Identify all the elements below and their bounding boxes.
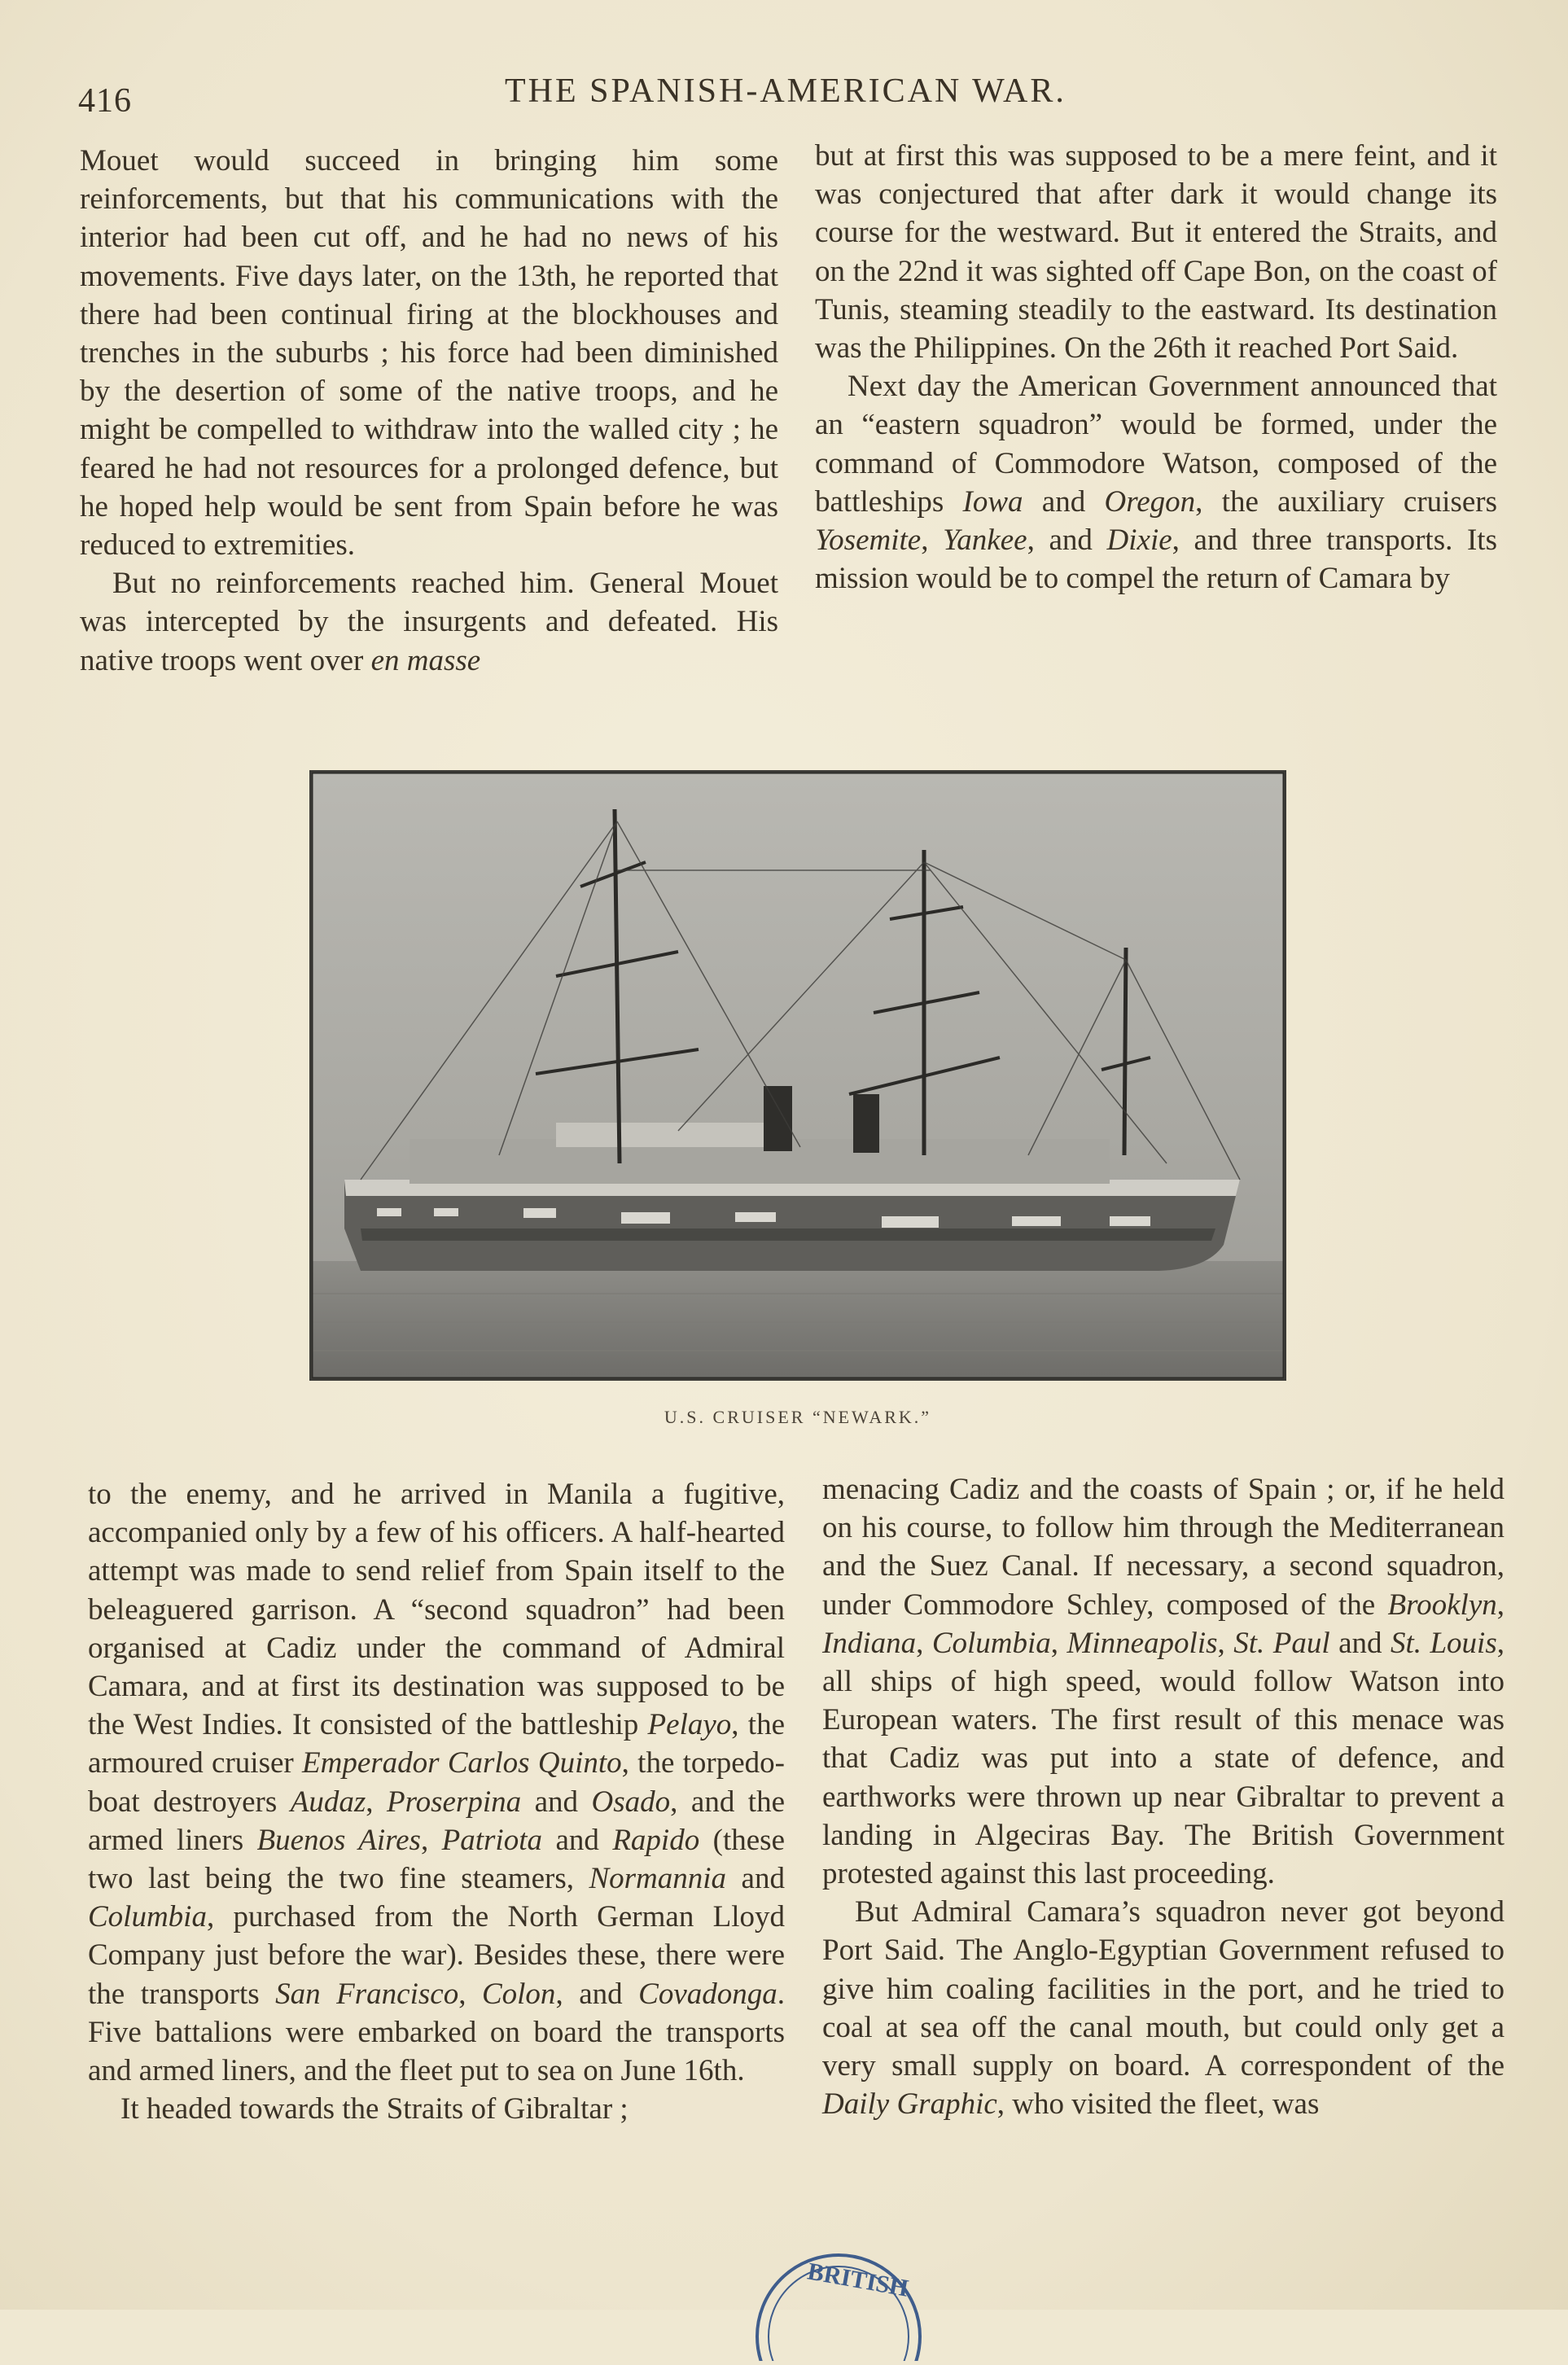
paragraph bbox=[815, 367, 1497, 598]
text-run: , and bbox=[555, 1977, 639, 2011]
italic-text: Covadonga bbox=[638, 1977, 777, 2011]
text-run: , bbox=[1217, 1626, 1234, 1660]
text-run: . Five battalions were embarked on board the transports and armed liners, and the fleet put to sea on June 16th. bbox=[88, 1977, 785, 2088]
italic-text: Yosemite bbox=[815, 523, 922, 558]
italic-text: St. Paul bbox=[1233, 1626, 1330, 1660]
page-number: 416 bbox=[78, 82, 132, 120]
italic-text: Iowa bbox=[962, 484, 1023, 519]
text-run: and bbox=[1329, 1626, 1391, 1660]
text-run: It headed towards the Straits of Gibraltar ; bbox=[120, 2092, 629, 2126]
italic-text: Minneapolis bbox=[1067, 1626, 1218, 1660]
running-head: THE SPANISH-AMERICAN WAR. bbox=[505, 72, 1067, 110]
italic-text: Audaz bbox=[290, 1785, 366, 1819]
figure-caption: U.S. CRUISER “NEWARK.” bbox=[664, 1407, 932, 1427]
italic-text: Dixie bbox=[1106, 523, 1172, 558]
italic-text: Normannia bbox=[589, 1862, 727, 1896]
italic-text: en masse bbox=[370, 643, 481, 677]
stamp-seal-icon bbox=[749, 2247, 928, 2361]
italic-text: Patriota bbox=[441, 1823, 542, 1857]
italic-text: San Francisco bbox=[275, 1977, 459, 2011]
paragraph bbox=[88, 2090, 785, 2128]
text-run: , who visited the fleet, was bbox=[996, 2087, 1320, 2122]
italic-text: Yankee bbox=[943, 523, 1027, 558]
paragraph bbox=[822, 1470, 1504, 1893]
italic-text: Oregon bbox=[1104, 484, 1196, 519]
paragraph bbox=[822, 1893, 1504, 2123]
text-run: , all ships of high speed, would follow Watson into European waters. The first result of this menace was that Cadiz was put into a state of defence, and earthworks were thrown up near Gibraltar to prevent a landing in Algeciras Bay. The British Government protested against this last proceeding. bbox=[822, 1626, 1504, 1891]
italic-text: Buenos Aires bbox=[256, 1823, 421, 1857]
text-run: , bbox=[420, 1823, 442, 1857]
paragraph bbox=[815, 137, 1497, 367]
italic-text: Colon bbox=[481, 1977, 556, 2011]
text-run: , and three transports. Its mission would be to compel the return of Camara by bbox=[815, 523, 1497, 596]
text-run: and bbox=[1023, 484, 1105, 519]
italic-text: Rapido bbox=[612, 1823, 700, 1857]
italic-text: Columbia bbox=[88, 1900, 207, 1934]
library-stamp bbox=[749, 2247, 928, 2361]
italic-text: Columbia bbox=[931, 1626, 1051, 1660]
text-run: , and the armed liners bbox=[88, 1785, 785, 1857]
text-run: , bbox=[1050, 1626, 1067, 1660]
paragraph bbox=[88, 1475, 785, 2090]
text-run: , the armoured cruiser bbox=[88, 1708, 785, 1780]
text-column-bottom-left bbox=[88, 1475, 785, 2128]
paragraph bbox=[80, 142, 778, 564]
text-run: , bbox=[458, 1977, 482, 2011]
text-run: But no reinforcements reached him. General Mouet was intercepted by the insurgents and defeated. His native troops went over bbox=[80, 567, 778, 677]
text-run: , purchased from the North German Lloyd Company just before the war). Besides these, there were the transports bbox=[88, 1900, 785, 2011]
text-column-bottom-right bbox=[822, 1470, 1504, 2123]
italic-text: St. Louis bbox=[1390, 1626, 1497, 1660]
text-run: Next day the American Government announced that an “eastern squadron” would be formed, under the command of Commodore Watson, composed of the battleships bbox=[815, 370, 1497, 519]
italic-text: Indiana bbox=[822, 1626, 917, 1660]
italic-text: Osado bbox=[591, 1785, 671, 1819]
italic-text: Proserpina bbox=[386, 1785, 522, 1819]
text-run: , bbox=[921, 523, 944, 558]
italic-text: Brooklyn bbox=[1387, 1588, 1497, 1622]
svg-text:BRITISH: BRITISH bbox=[805, 2258, 911, 2302]
text-run: , bbox=[1496, 1588, 1504, 1622]
text-column-top-right bbox=[815, 137, 1497, 598]
text-run: , the auxiliary cruisers bbox=[1195, 484, 1497, 519]
text-run: , and bbox=[1027, 523, 1107, 558]
italic-text: Daily Graphic bbox=[822, 2087, 997, 2122]
text-run: to the enemy, and he arrived in Manila a fugitive, accompanied only by a few of his officers. A half-hearted attempt was made to send relief from Spain itself to the beleaguered garrison. A “second squadron” had been organised at Cadiz under the command of Admiral Camara, and at first its destination was supposed to be the West Indies. It consisted of the battleship bbox=[88, 1478, 785, 1742]
text-run: menacing Cadiz and the coasts of Spain ; or, if he held on his course, to follow him through the Mediterranean and the Suez Canal. If necessary, a second squadron, under Commodore Schley, composed of the bbox=[822, 1473, 1504, 1622]
italic-text: Pelayo bbox=[647, 1708, 732, 1742]
text-run: (these two last being the two fine steamers, bbox=[88, 1823, 785, 1896]
text-run: , bbox=[916, 1626, 932, 1660]
text-run: and bbox=[521, 1785, 592, 1819]
text-column-top-left bbox=[80, 142, 778, 680]
text-run: Mouet would succeed in bringing him some reinforcements, but that his communications with the interior had been cut off, and he had no news of his movements. Five days later, on the 13th, he reported that there had been continual firing at the blockhouses and trenches in the suburbs ; his force had been diminished by the desertion of some of the native troops, and he might be compelled to withdraw into the walled city ; he feared he had not resources for a prolonged defence, but he hoped help would be sent from Spain before he was reduced to extremities. bbox=[80, 144, 778, 563]
text-run: but at first this was supposed to be a mere feint, and it was conjectured that after dark it would change its course for the westward. But it entered the Straits, and on the 22nd it was sighted off Cape Bon, on the coast of Tunis, steaming steadily to the eastward. Its destination was the Philippines. On the 26th it reached Port Said. bbox=[815, 139, 1497, 366]
text-run: and bbox=[542, 1823, 613, 1857]
ship-illustration bbox=[309, 770, 1286, 1381]
text-run: , bbox=[366, 1785, 387, 1819]
text-run: , the torpedo-boat destroyers bbox=[88, 1746, 785, 1819]
text-run: and bbox=[726, 1862, 785, 1896]
italic-text: Emperador Carlos Quinto bbox=[302, 1746, 622, 1780]
cruiser-newark-engraving bbox=[312, 773, 1284, 1378]
paragraph bbox=[80, 564, 778, 680]
text-run: But Admiral Camara’s squadron never got beyond Port Said. The Anglo-Egyptian Government refused to give him coaling facilities in the port, and he tried to coal at sea off the canal mouth, but could only get a very small supply on board. A correspondent of the bbox=[822, 1895, 1504, 2083]
